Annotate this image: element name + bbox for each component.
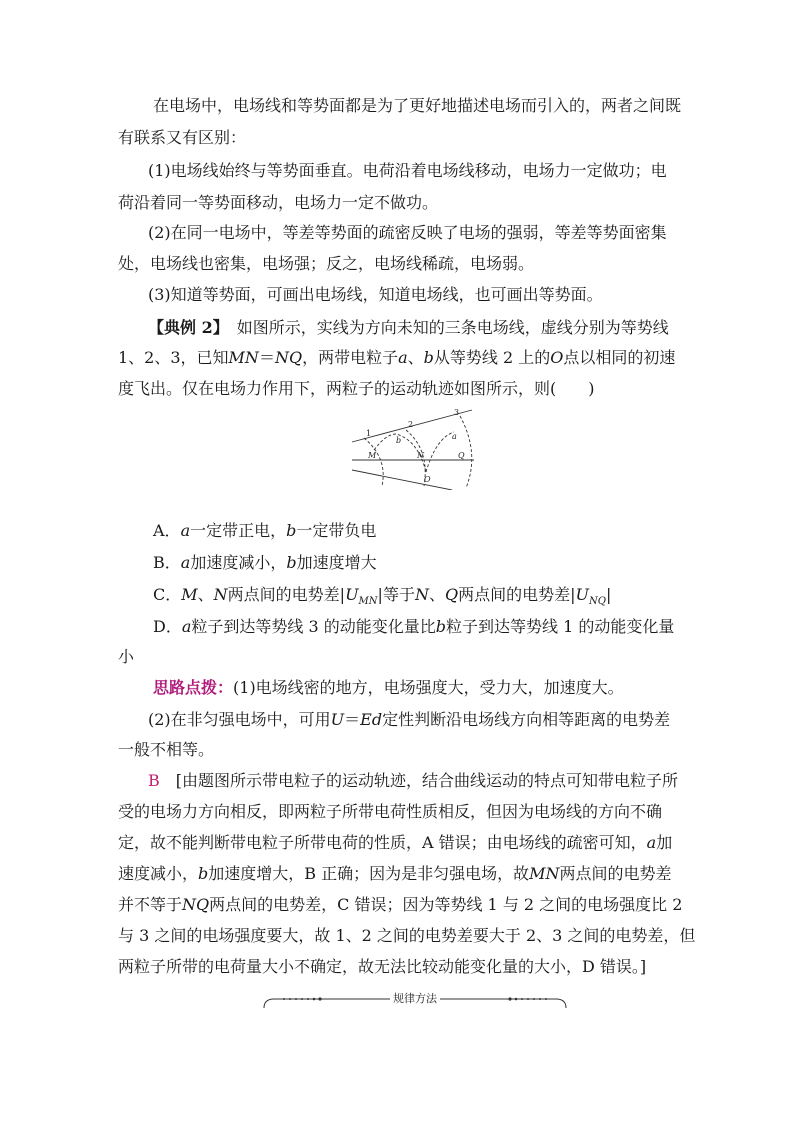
label-3: 3 (454, 408, 460, 417)
trajectory-a (426, 432, 454, 472)
text-line: (1)电场线始终与等势面垂直。电荷沿着电场线移动，电场力一定做功；电 (148, 161, 667, 180)
text-line: 在电场中，电场线和等势面都是为了更好地描述电场而引入的，两者之间既 (153, 96, 682, 115)
solution-line: 受的电场力方向相反，即两粒子所带电荷性质相反，但因为电场线的方向不确 (118, 802, 663, 821)
label-O: O (424, 475, 431, 484)
solution-line: 与 3 之间的电场强度要大，故 1、2 之间的电势差要大于 2、3 之间的电势差，但 (118, 926, 696, 945)
electric-field-figure (350, 408, 476, 490)
label-Q: Q (458, 451, 465, 460)
example-question-line: 度飞出。仅在电场力作用下，两粒子的运动轨迹如图所示，则( ) (118, 379, 595, 398)
answer-letter: B (148, 771, 160, 790)
option-c: C．M、N两点间的电势差$|U_{MN}|$等于N、Q两点间的电势差$|U_{NQ}|$ (153, 585, 612, 608)
label-N: N (417, 451, 424, 460)
option-b: B．a加速度减小，b加速度增大 (153, 553, 377, 572)
section-footer (262, 992, 568, 1012)
label-a: a (452, 432, 457, 441)
text-line: (3)知道等势面，可画出电场线，知道电场线，也可画出等势面。 (148, 285, 603, 304)
hint-line: 一般不相等。 (118, 740, 215, 759)
solution-line: 定，故不能判断带电粒子所带电荷的性质，A 错误；由电场线的疏密可知，a加 (118, 833, 673, 852)
hint-line: (2)在非匀强电场中，可用U＝Ed定性判断沿电场线方向相等距离的电势差 (148, 710, 671, 729)
solution-line: 两粒子所带的电荷量大小不确定，故无法比较动能变化量的大小，D 错误。] (118, 957, 647, 976)
hint-label: 思路点拨： (153, 678, 234, 697)
text-line: 处，电场线也密集，电场强；反之，电场线稀疏，电场弱。 (118, 254, 535, 273)
text-line: 有联系又有区别： (118, 128, 247, 147)
label-2: 2 (408, 420, 414, 429)
option-a: A．a一定带正电，b一定带负电 (153, 521, 377, 540)
solution-line: 速度减小，b加速度增大，B 正确；因为是非匀强电场，故MN两点间的电势差 (118, 864, 672, 883)
footer-label: 规律方法 (390, 992, 440, 1005)
equipotential-line-1 (364, 438, 383, 486)
field-line-bottom (352, 470, 452, 490)
label-1: 1 (366, 429, 372, 438)
label-M: M (368, 451, 377, 460)
solution-line: B [由题图所示带电粒子的运动轨迹，结合曲线运动的特点可知带电粒子所 (148, 771, 679, 790)
text-line: (2)在同一电场中，等差等势面的疏密反映了电场的强弱，等差等势面密集 (148, 223, 667, 242)
example-question-line: 1、2、3，已知MN＝NQ，两带电粒子a、b从等势线 2 上的O点以相同的初速 (118, 348, 676, 367)
text-line: 荷沿着同一等势面移动，电场力一定不做功。 (118, 193, 439, 212)
example-label: 【典例 2】 (148, 318, 221, 337)
option-d: D．a粒子到达等势线 3 的动能变化量比b粒子到达等势线 1 的动能变化量 (153, 617, 675, 636)
label-b: b (396, 436, 402, 445)
hint-line: 思路点拨：(1)电场线密的地方，电场强度大，受力大，加速度大。 (153, 678, 624, 697)
solution-line: 并不等于NQ两点间的电势差，C 错误；因为等势线 1 与 2 之间的电场强度比 2 (118, 895, 683, 914)
example-question-line: 【典例 2】 如图所示，实线为方向未知的三条电场线，虚线分别为等势线 (148, 318, 669, 337)
option-d-continued: 小 (118, 647, 135, 666)
